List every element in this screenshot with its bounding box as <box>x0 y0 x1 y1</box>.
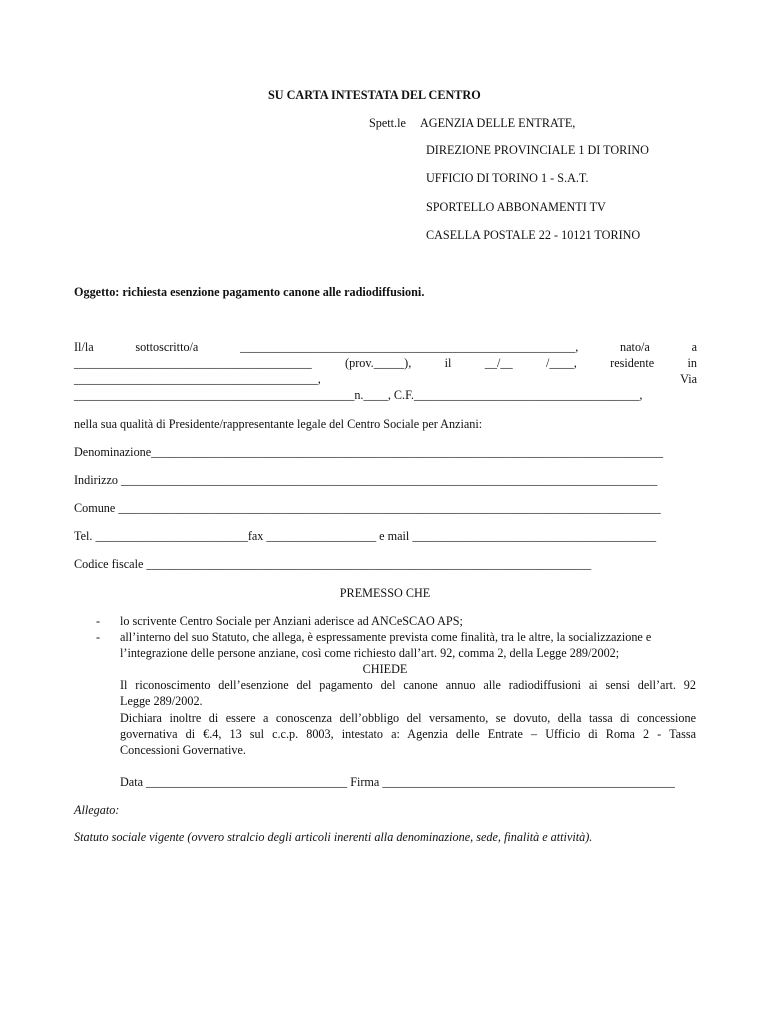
recipient-line-1: AGENZIA DELLE ENTRATE, <box>420 116 576 130</box>
date-signature-line: Data _________________________________ Firma ________________________________________________ <box>120 775 675 789</box>
chiede-para2-line1: Dichiara inoltre di essere a conoscenza dell’obbligo del versamento, se dovuto, della tassa di concessione <box>120 711 696 725</box>
field-comune: Comune _________________________________________________________________________________________ <box>74 501 661 515</box>
declarant-line-3: ________________________________________, Via <box>74 372 697 386</box>
field-denominazione: Denominazione____________________________________________________________________________________ <box>74 445 664 459</box>
declarant-line-2: _______________________________________ (prov._____), il __/__ /____, residente in <box>74 356 697 370</box>
premesso-heading: PREMESSO CHE <box>339 586 431 600</box>
premesso-item-2-cont: l’integrazione delle persone anziane, così come richiesto dall’art. 92, comma 2, della Legge 289/2002; <box>120 646 620 660</box>
recipient-line-3: UFFICIO DI TORINO 1 - S.A.T. <box>426 171 589 185</box>
field-tel-fax-email: Tel. _________________________fax __________________ e mail ________________________________________ <box>74 529 657 543</box>
bullet-dash: - <box>96 614 101 628</box>
declarant-line-4: ______________________________________________n.____, C.F._____________________________________, <box>74 388 643 402</box>
declarant-role: nella sua qualità di Presidente/rappresentante legale del Centro Sociale per Anziani: <box>74 417 483 431</box>
chiede-para2-line3: Concessioni Governative. <box>120 743 246 757</box>
field-codice-fiscale: Codice fiscale _________________________________________________________________________ <box>74 557 592 571</box>
recipient-line-5: CASELLA POSTALE 22 - 10121 TORINO <box>426 228 641 242</box>
premesso-item-2: all’interno del suo Statuto, che allega, è espressamente prevista come finalità, tra le altre, la socializzazione e <box>120 630 652 644</box>
recipient-line-2: DIREZIONE PROVINCIALE 1 DI TORINO <box>426 143 649 157</box>
recipient-line-4: SPORTELLO ABBONAMENTI TV <box>426 200 606 214</box>
declarant-line-1: Il/la sottoscritto/a _______________________________________________________, nato/a a <box>74 340 697 354</box>
chiede-para1-line2: Legge 289/2002. <box>120 694 203 708</box>
chiede-heading: CHIEDE <box>362 662 408 676</box>
allegato-text: Statuto sociale vigente (ovvero stralcio degli articoli inerenti alla denominazione, sede, finalità e attività). <box>74 830 593 844</box>
subject-line: Oggetto: richiesta esenzione pagamento canone alle radiodiffusioni. <box>74 285 425 299</box>
field-indirizzo: Indirizzo ________________________________________________________________________________________ <box>74 473 658 487</box>
recipient-prefix: Spett.le <box>369 116 406 130</box>
chiede-para2-line2: governativa di €.4, 13 sul c.c.p. 8003, intestato a: Agenzia delle Entrate – Ufficio di Roma 2 - Tassa <box>120 727 696 741</box>
allegato-label: Allegato: <box>74 803 120 817</box>
bullet-dash: - <box>96 630 101 644</box>
chiede-para1-line1: Il riconoscimento dell’esenzione del pagamento del canone annuo alle radiodiffusioni ai sensi dell’art. 92 <box>120 678 696 692</box>
letterhead-title: SU CARTA INTESTATA DEL CENTRO <box>268 88 481 102</box>
premesso-item-1: lo scrivente Centro Sociale per Anziani aderisce ad ANCeSCAO APS; <box>120 614 463 628</box>
